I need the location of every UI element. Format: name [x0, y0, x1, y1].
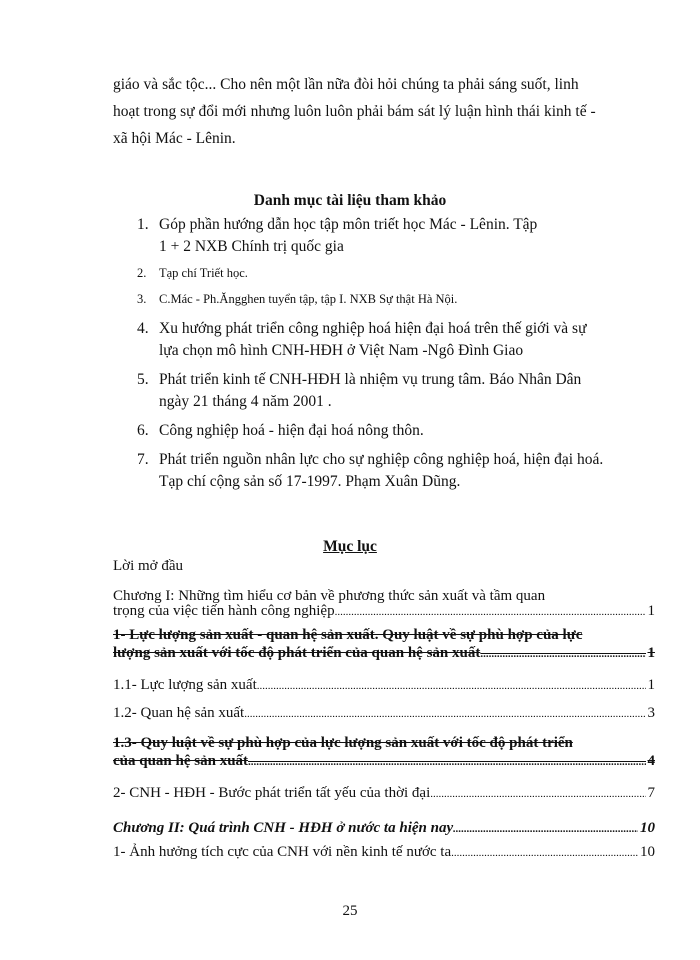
toc-title: Mục lục: [323, 538, 377, 555]
toc-leader-dots: [257, 680, 646, 692]
page-number: 25: [342, 903, 358, 919]
toc-s12-label: 1.2- Quan hệ sản xuất: [113, 705, 245, 721]
toc-ch1-line-1: Chương I: Những tìm hiểu cơ bản về phương thức sản xuất và tầm quan: [113, 588, 546, 604]
toc-s21-page: 10: [640, 844, 655, 860]
toc-s21-entry[interactable]: [113, 844, 655, 861]
ref-4-line-1: Xu hướng phát triển công nghiệp hoá hiện đại hoá trên thế giới và sự: [159, 320, 587, 337]
toc-s13-entry[interactable]: [113, 753, 655, 770]
toc-leader-dots: [430, 788, 645, 800]
toc-s1-line-2: lượng sản xuất với tốc độ phát triển của quan hệ sản xuất: [113, 645, 481, 661]
ref-2-line-1: Tạp chí Triết học.: [159, 266, 248, 280]
ref-num-3: 3.: [137, 292, 147, 306]
toc-s11-entry[interactable]: [113, 677, 655, 694]
toc-s12-page: 3: [647, 705, 655, 721]
ref-7-line-1: Phát triển nguồn nhân lực cho sự nghiệp công nghiệp hoá, hiện đại hoá.: [159, 451, 604, 468]
ref-3-line-1: C.Mác - Ph.Ăngghen tuyển tập, tập I. NXB Sự thật Hà Nội.: [159, 292, 458, 306]
ref-5-line-1: Phát triển kinh tế CNH-HĐH là nhiệm vụ trung tâm. Báo Nhân Dân: [159, 371, 582, 388]
toc-s13-line-1: 1.3- Quy luật về sự phù hợp của lực lượng sản xuất với tốc độ phát triển: [113, 735, 573, 751]
toc-s11-label: 1.1- Lực lượng sản xuất: [113, 677, 257, 693]
references-title: Danh mục tài liệu tham khảo: [253, 192, 447, 209]
ref-num-6: 6.: [137, 422, 149, 439]
toc-leader-dots: [453, 823, 638, 835]
ref-4-line-2: lựa chọn mô hình CNH-HĐH ở Việt Nam -Ngô Đình Giao: [159, 342, 524, 359]
toc-leader-dots: [451, 847, 638, 859]
toc-preface: Lời mở đầu: [113, 558, 184, 574]
intro-line-1: giáo và sắc tộc... Cho nên một lần nữa đòi hỏi chúng ta phải sáng suốt, linh: [113, 76, 579, 93]
toc-s11-page: 1: [647, 677, 655, 693]
ref-5-line-2: ngày 21 tháng 4 năm 2001 .: [159, 393, 332, 410]
ref-num-2: 2.: [137, 266, 147, 280]
ref-num-1: 1.: [137, 216, 149, 233]
ref-num-7: 7.: [137, 451, 149, 468]
toc-leader-dots: [248, 756, 645, 768]
toc-leader-dots: [244, 708, 645, 720]
toc-ch2-page: 10: [640, 820, 655, 836]
ref-1-line-1: Góp phần hướng dẫn học tập môn triết học Mác - Lênin. Tập: [159, 216, 538, 233]
toc-ch1-line-2: trọng của việc tiến hành công nghiệp: [113, 603, 335, 619]
toc-s21-label: 1- Ảnh hưởng tích cực của CNH với nền kinh tế nước ta: [113, 844, 452, 860]
toc-s2-label: 2- CNH - HĐH - Bước phát triển tất yếu của thời đại: [113, 785, 431, 801]
toc-ch2-entry[interactable]: [113, 820, 655, 837]
toc-leader-dots: [480, 648, 645, 660]
toc-s1-line-1: 1- Lực lượng sản xuất - quan hệ sản xuất. Quy luật về sự phù hợp của lực: [113, 627, 583, 643]
toc-ch1-entry[interactable]: [113, 603, 655, 620]
toc-s1-page: 1: [647, 645, 655, 661]
toc-s13-line-2: của quan hệ sản xuất: [113, 753, 249, 769]
toc-ch1-page: 1: [647, 603, 655, 619]
ref-7-line-2: Tạp chí cộng sản số 17-1997. Phạm Xuân Dũng.: [159, 473, 461, 490]
toc-s2-page: 7: [647, 785, 655, 801]
ref-1-line-2: 1 + 2 NXB Chính trị quốc gia: [159, 238, 344, 255]
toc-s12-entry[interactable]: [113, 705, 655, 722]
toc-ch2-label: Chương II: Quá trình CNH - HĐH ở nước ta hiện nay: [113, 820, 454, 836]
ref-num-4: 4.: [137, 320, 149, 337]
ref-6-line-1: Công nghiệp hoá - hiện đại hoá nông thôn.: [159, 422, 424, 439]
toc-leader-dots: [335, 606, 646, 618]
ref-num-5: 5.: [137, 371, 149, 388]
toc-s13-page: 4: [647, 753, 655, 769]
toc-s1-entry[interactable]: [113, 645, 655, 662]
intro-line-2: hoạt trong sự đổi mới nhưng luôn luôn phải bám sát lý luận hình thái kinh tế -: [113, 103, 596, 120]
intro-line-3: xã hội Mác - Lênin.: [113, 130, 236, 147]
toc-s2-entry[interactable]: [113, 785, 655, 802]
